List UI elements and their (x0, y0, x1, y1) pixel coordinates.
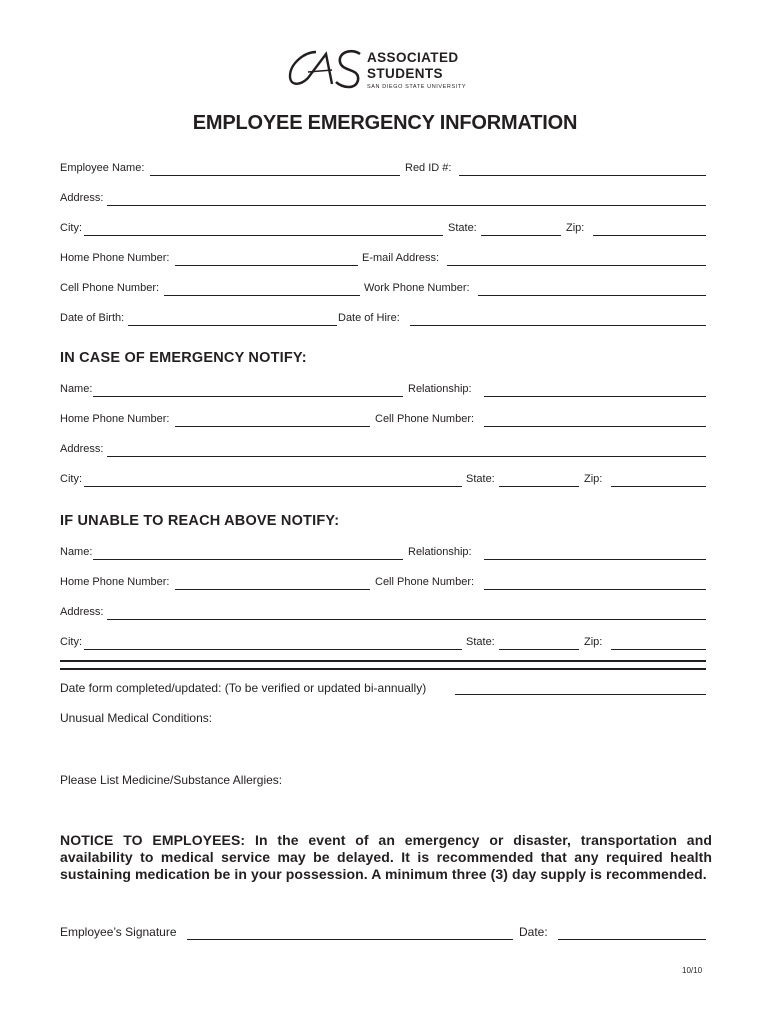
contact2-home-phone-field[interactable] (175, 589, 370, 590)
contact1-zip-field[interactable] (611, 486, 706, 487)
employee-city-row (0, 223, 770, 237)
contact1-relationship-label: Relationship: (408, 383, 472, 395)
contact1-home-phone-label: Home Phone Number: (60, 413, 170, 425)
employee-state-field[interactable] (481, 235, 561, 236)
signature-date-field[interactable] (558, 939, 706, 940)
signature-field[interactable] (187, 939, 513, 940)
employee-name-row (0, 163, 770, 177)
contact2-city-row (0, 637, 770, 651)
contact2-city-field[interactable] (84, 649, 462, 650)
emergency-heading-2: IF UNABLE TO REACH ABOVE NOTIFY: (60, 513, 340, 529)
employee-phone-row (0, 253, 770, 267)
emergency-heading-1: IN CASE OF EMERGENCY NOTIFY: (60, 350, 307, 366)
signature-label: Employee’s Signature (60, 925, 177, 939)
form-revision-code: 10/10 (682, 966, 703, 975)
notice-paragraph (60, 832, 712, 883)
contact2-relationship-label: Relationship: (408, 546, 472, 558)
contact1-address-field[interactable] (107, 456, 706, 457)
signature-row (0, 926, 770, 940)
contact1-relationship-field[interactable] (484, 396, 706, 397)
contact2-state-field[interactable] (499, 649, 579, 650)
employee-hire-label: Date of Hire: (338, 312, 400, 324)
contact1-city-field[interactable] (84, 486, 462, 487)
contact1-address-label: Address: (60, 443, 104, 455)
contact2-address-row (0, 607, 770, 621)
employee-city-field[interactable] (84, 235, 443, 236)
contact2-zip-label: Zip: (584, 636, 603, 648)
contact2-phone-row (0, 577, 770, 591)
contact2-name-row (0, 547, 770, 561)
employee-zip-field[interactable] (593, 235, 706, 236)
red-id-label: Red ID #: (405, 162, 452, 174)
contact2-relationship-field[interactable] (484, 559, 706, 560)
notice-lead: NOTICE TO EMPLOYEES: (60, 832, 246, 848)
contact1-cell-phone-field[interactable] (484, 426, 706, 427)
red-id-field[interactable] (459, 175, 706, 176)
medical-conditions-label: Unusual Medical Conditions: (60, 711, 213, 725)
contact2-address-label: Address: (60, 606, 104, 618)
signature-date-label: Date: (519, 925, 548, 939)
employee-work-phone-label: Work Phone Number: (364, 282, 470, 294)
allergies-field[interactable] (60, 790, 706, 826)
contact1-name-field[interactable] (93, 396, 403, 397)
contact1-home-phone-field[interactable] (175, 426, 370, 427)
contact1-city-row (0, 474, 770, 488)
contact2-state-label: State: (466, 636, 495, 648)
logo (286, 46, 486, 96)
employee-cell-phone-field[interactable] (164, 295, 360, 296)
contact1-address-row (0, 444, 770, 458)
logo-line1: ASSOCIATED (367, 50, 459, 65)
employee-dates-row (0, 313, 770, 327)
contact2-name-field[interactable] (93, 559, 403, 560)
employee-dob-label: Date of Birth: (60, 312, 125, 324)
logo-line3: SAN DIEGO STATE UNIVERSITY (367, 84, 467, 90)
contact1-name-row (0, 384, 770, 398)
employee-hire-field[interactable] (410, 325, 706, 326)
contact1-name-label: Name: (60, 383, 93, 395)
divider-double (60, 660, 706, 670)
employee-name-field[interactable] (150, 175, 400, 176)
employee-state-label: State: (448, 222, 477, 234)
contact2-name-label: Name: (60, 546, 93, 558)
date-completed-row (0, 682, 770, 696)
employee-city-label: City: (60, 222, 82, 234)
contact2-home-phone-label: Home Phone Number: (60, 576, 170, 588)
employee-address-label: Address: (60, 192, 104, 204)
employee-email-label: E-mail Address: (362, 252, 440, 264)
employee-home-phone-label: Home Phone Number: (60, 252, 170, 264)
contact1-zip-label: Zip: (584, 473, 603, 485)
contact1-state-label: State: (466, 473, 495, 485)
employee-zip-label: Zip: (566, 222, 585, 234)
medical-conditions-field[interactable] (60, 728, 706, 770)
employee-cell-row (0, 283, 770, 297)
employee-cell-phone-label: Cell Phone Number: (60, 282, 160, 294)
logo-line2: STUDENTS (367, 66, 443, 81)
contact2-zip-field[interactable] (611, 649, 706, 650)
employee-name-label: Employee Name: (60, 162, 145, 174)
employee-email-field[interactable] (447, 265, 706, 266)
contact1-state-field[interactable] (499, 486, 579, 487)
contact1-cell-phone-label: Cell Phone Number: (375, 413, 475, 425)
date-completed-field[interactable] (455, 694, 706, 695)
employee-home-phone-field[interactable] (175, 265, 358, 266)
date-completed-label: Date form completed/updated: (To be verified or updated bi-annually) (60, 681, 427, 695)
contact1-city-label: City: (60, 473, 82, 485)
contact1-phone-row (0, 414, 770, 428)
as-monogram-icon (286, 46, 366, 92)
contact2-cell-phone-field[interactable] (484, 589, 706, 590)
notice-text: In the event of an emergency or disaster, transportation and availability to medical service may be delayed. It is recommended that any required health sustaining medication be in your possession. A minimum three (3) day supply is recommended. (60, 832, 712, 882)
contact2-cell-phone-label: Cell Phone Number: (375, 576, 475, 588)
contact2-city-label: City: (60, 636, 82, 648)
allergies-label: Please List Medicine/Substance Allergies: (60, 773, 283, 787)
employee-dob-field[interactable] (128, 325, 337, 326)
contact2-address-field[interactable] (107, 619, 706, 620)
employee-work-phone-field[interactable] (478, 295, 706, 296)
employee-address-row (0, 193, 770, 207)
employee-address-field[interactable] (107, 205, 706, 206)
page-title: EMPLOYEE EMERGENCY INFORMATION (192, 112, 578, 134)
